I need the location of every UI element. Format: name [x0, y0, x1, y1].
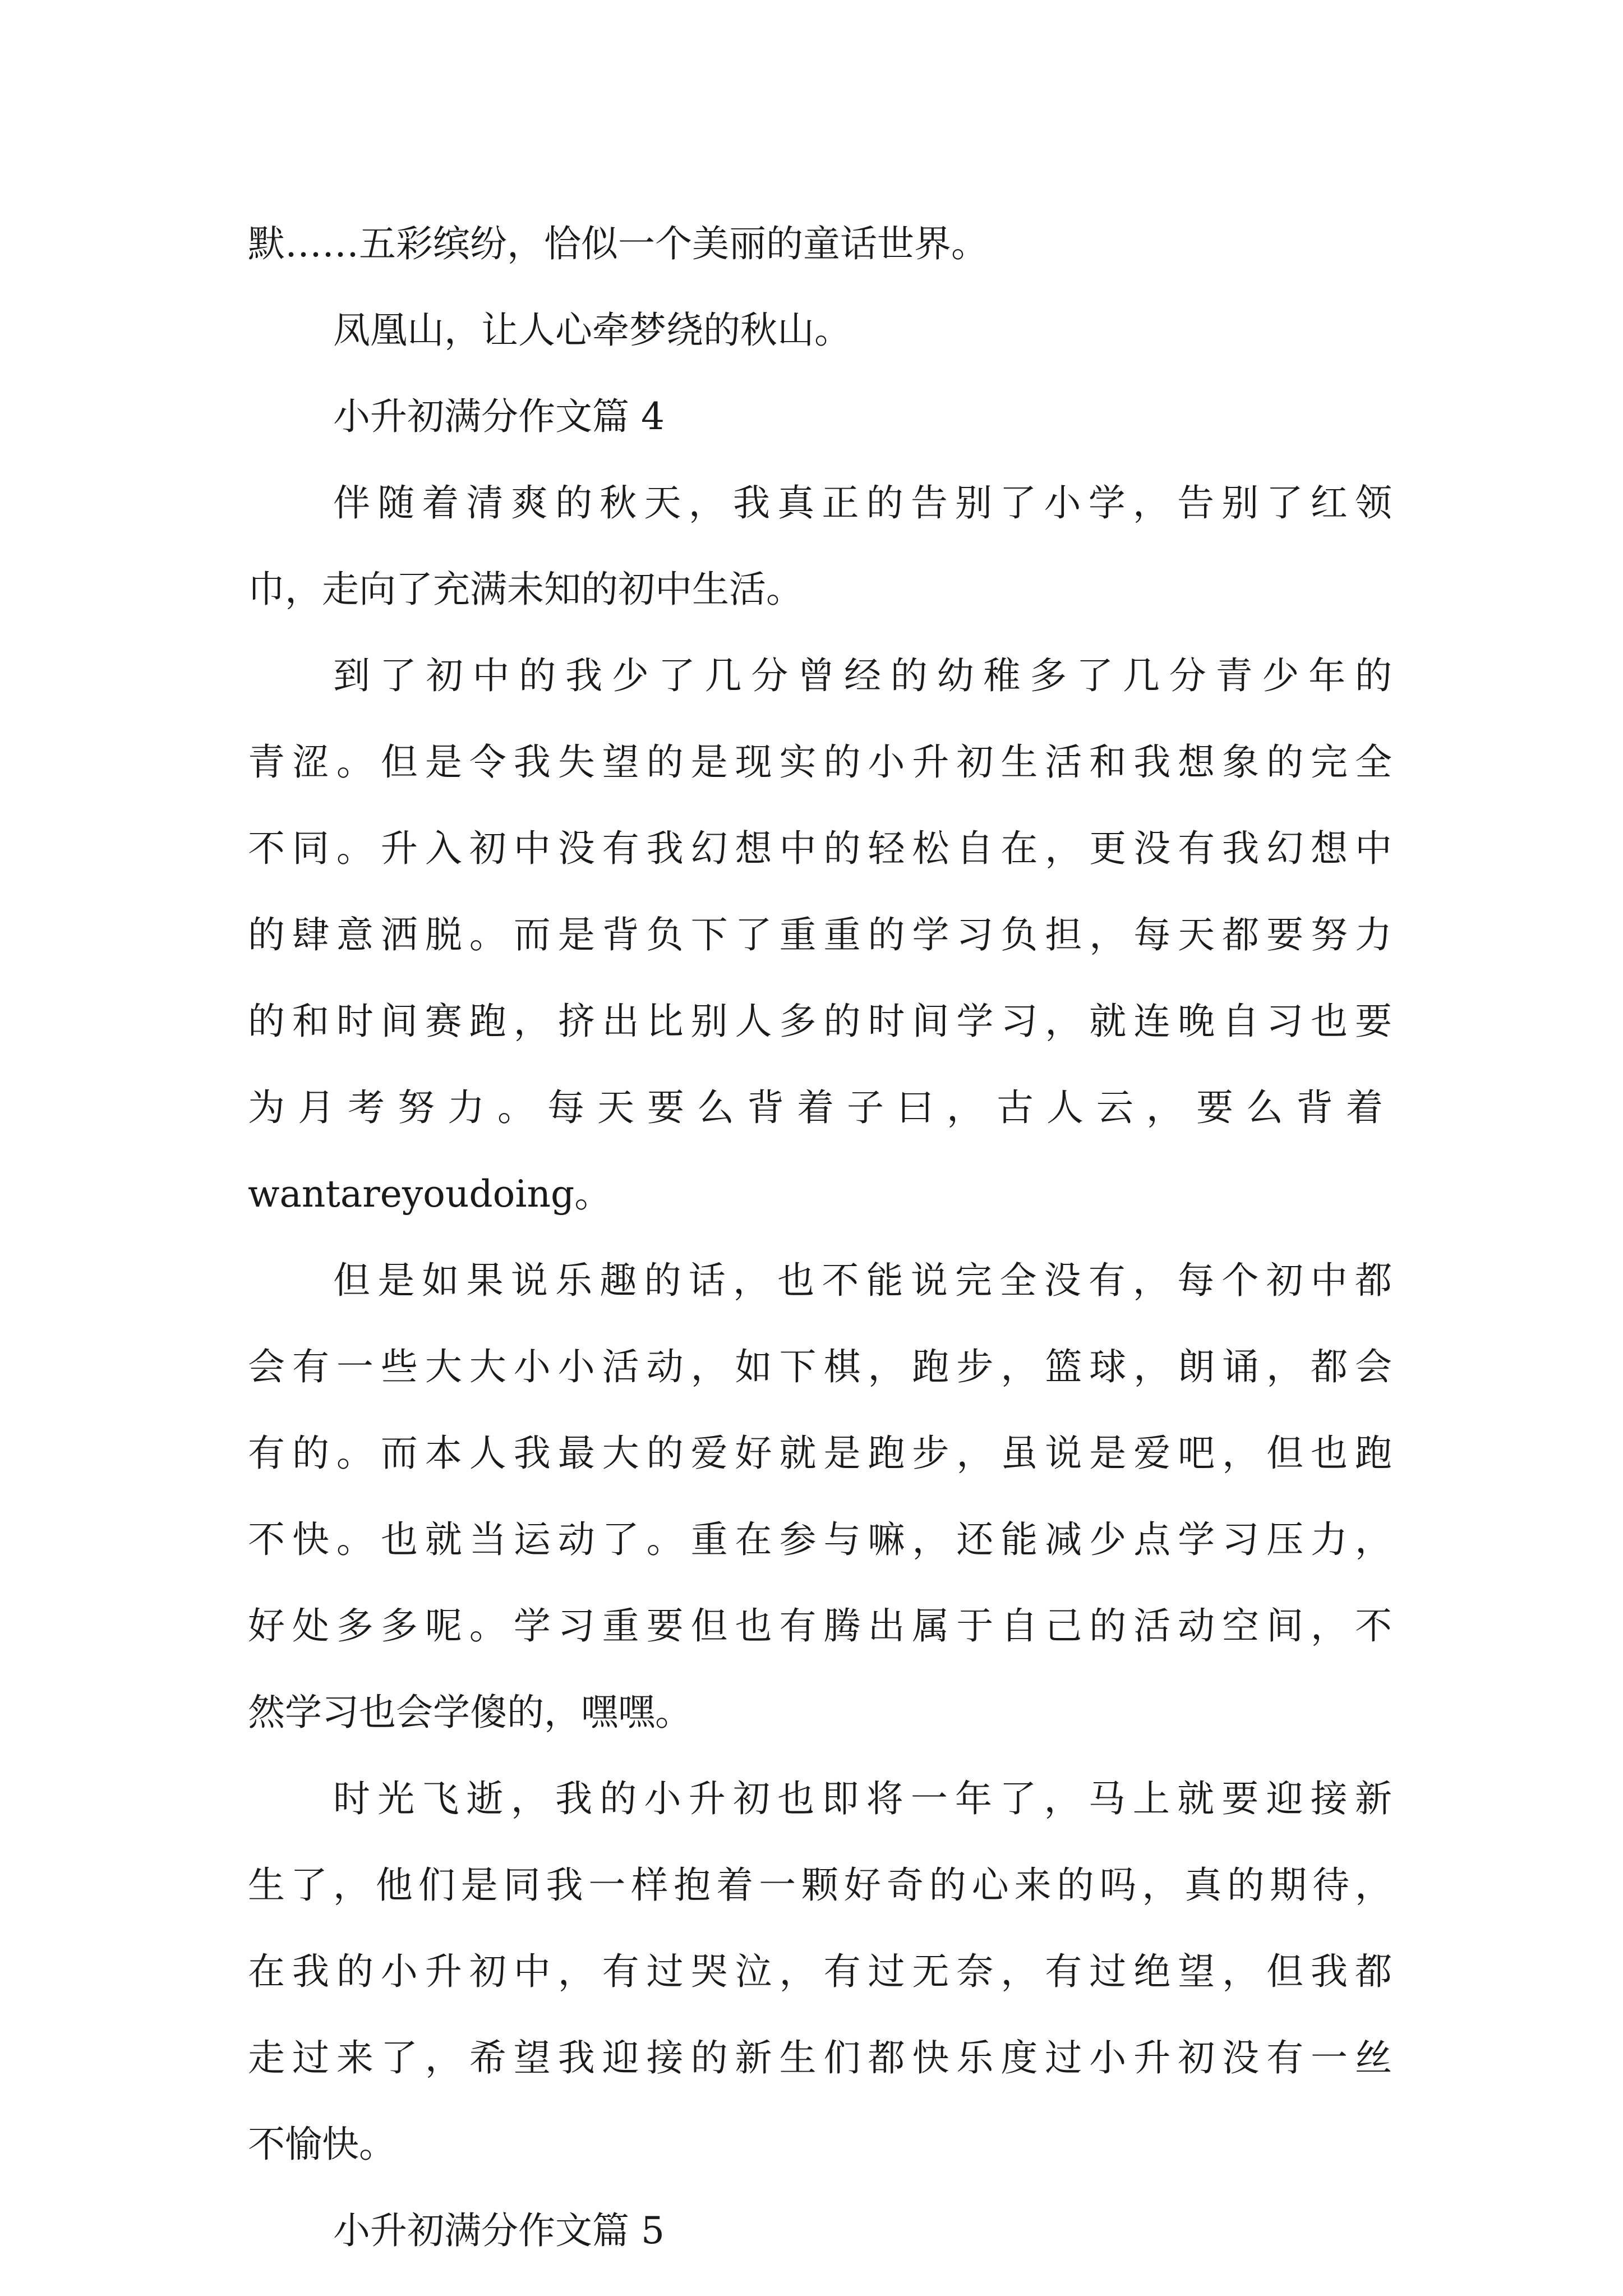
paragraph-line: 有的。而本人我最大的爱好就是跑步，虽说是爱吧，但也跑	[248, 1432, 1392, 1475]
paragraph-line: 不快。也就当运动了。重在参与嘛，还能减少点学习压力，	[248, 1518, 1392, 1561]
paragraph-line: 凤凰山，让人心牵梦绕的秋山。	[333, 309, 851, 352]
paragraph-line: 在我的小升初中，有过哭泣，有过无奈，有过绝望，但我都	[248, 1950, 1392, 1993]
paragraph-line: 好处多多呢。学习重要但也有腾出属于自己的活动空间，不	[248, 1604, 1392, 1648]
paragraph-line: 伴随着清爽的秋天，我真正的告别了小学，告别了红领	[333, 481, 1392, 524]
paragraph-line: 不同。升入初中没有我幻想中的轻松自在，更没有我幻想中	[248, 827, 1392, 870]
paragraph-line: 然学习也会学傻的，嘿嘿。	[248, 1691, 692, 1734]
paragraph-line: 但是如果说乐趣的话，也不能说完全没有，每个初中都	[333, 1259, 1392, 1302]
document-body	[248, 213, 1392, 2286]
paragraph-line: 到了初中的我少了几分曾经的幼稚多了几分青少年的	[333, 654, 1392, 697]
section-heading: 小升初满分作文篇 4	[333, 395, 665, 438]
paragraph-line: 会有一些大大小小活动，如下棋，跑步，篮球，朗诵，都会	[248, 1345, 1392, 1388]
paragraph-line: 走过来了，希望我迎接的新生们都快乐度过小升初没有一丝	[248, 2036, 1392, 2079]
paragraph-line: 的和时间赛跑，挤出比别人多的时间学习，就连晚自习也要	[248, 1000, 1392, 1043]
paragraph-line: 不愉快。	[248, 2123, 396, 2166]
paragraph-line: 为月考努力。每天要么背着子曰，古人云，要么背着	[248, 1086, 1392, 1129]
paragraph-line: 生了，他们是同我一样抱着一颗好奇的心来的吗，真的期待，	[248, 1864, 1392, 1907]
paragraph-line: 的肆意洒脱。而是背负下了重重的学习负担，每天都要努力	[248, 913, 1392, 956]
section-heading: 小升初满分作文篇 5	[333, 2209, 665, 2252]
paragraph-line: wantareyoudoing。	[248, 1172, 612, 1216]
paragraph-line: 青涩。但是令我失望的是现实的小升初生活和我想象的完全	[248, 740, 1392, 784]
paragraph-line: 时光飞逝，我的小升初也即将一年了，马上就要迎接新	[333, 1777, 1392, 1820]
paragraph-line: 巾，走向了充满未知的初中生活。	[248, 568, 803, 611]
paragraph-line: 默……五彩缤纷，恰似一个美丽的童话世界。	[248, 222, 988, 265]
